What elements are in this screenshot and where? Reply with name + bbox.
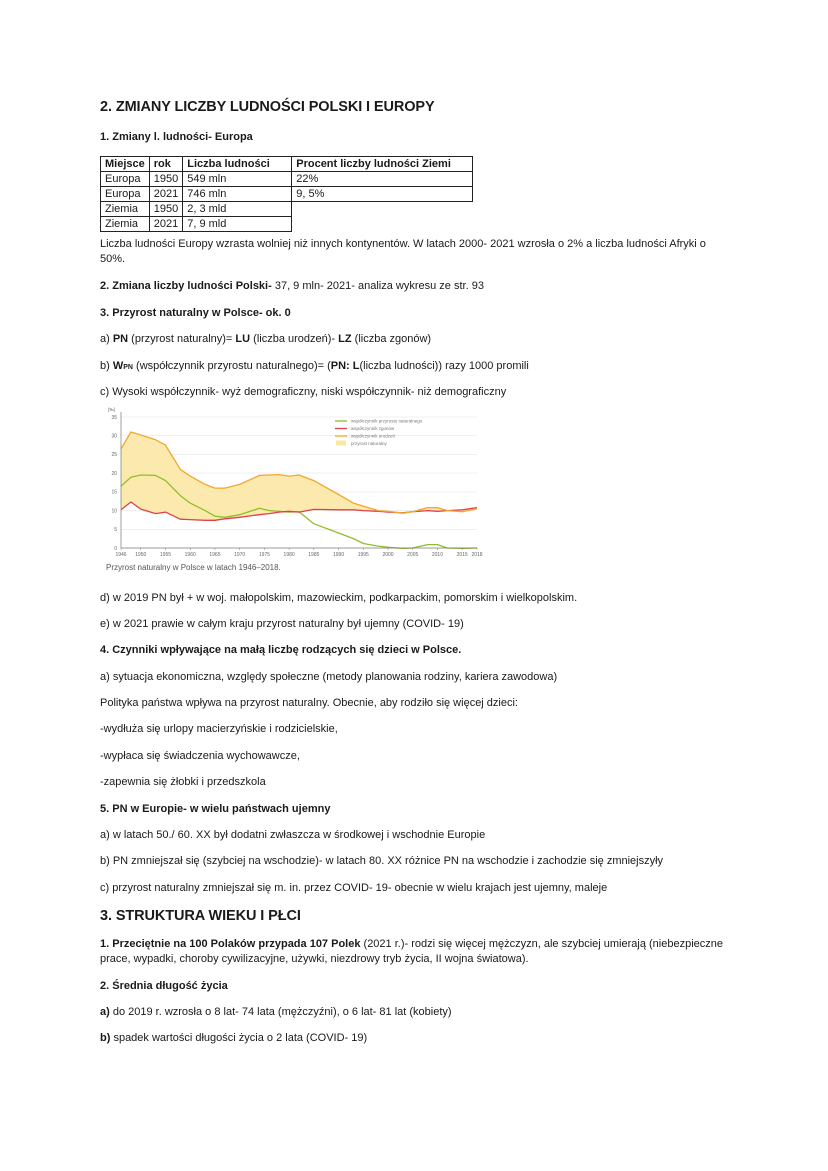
item-e: e) w 2021 prawie w całym kraju przyrost naturalny był ujemny (COVID- 19) [100, 618, 464, 630]
y-tick-labels [111, 415, 117, 552]
table-cell: 9, 5% [292, 187, 473, 202]
term-text: (liczba urodzeń)- [250, 333, 339, 345]
policy-list-item: -wydłuża się urlopy macierzyńskie i rodzicielskie, [100, 723, 338, 735]
svg-text:1980: 1980 [283, 552, 295, 558]
svg-text:35: 35 [111, 414, 117, 421]
section-3-title: 3. STRUKTURA WIEKU I PŁCI [100, 908, 301, 924]
svg-text:2015: 2015 [456, 552, 468, 558]
poland-population-value: 37, 9 mln- 2021- analiza wykresu ze str. 93 [271, 280, 484, 292]
sex-ratio-text: (2021 r.)- rodzi się więcej mężczyzn, ale szybciej umierają (niebezpieczne prace, wypadki, choroby cywilizacyjne, używki, niezdrowy tryb życia, II wojna światowa). [100, 938, 724, 965]
table-cell: 1950 [149, 172, 182, 187]
svg-text:2010: 2010 [431, 552, 444, 558]
population-table [100, 156, 473, 232]
term-text: (przyrost naturalny)= [128, 333, 236, 345]
table-cell: 549 mln [183, 172, 292, 187]
item-prefix: a) [100, 333, 113, 345]
svg-text:0: 0 [114, 545, 117, 552]
europe-item-b: b) PN zmniejszał się (szybciej na wschodzie)- w latach 80. XX różnice PN na wschodzie i zachodzie się zmniejszyły [100, 855, 664, 867]
europe-growth-paragraph: Liczba ludności Europy wzrasta wolniej niż innych kontynentów. W latach 2000- 2021 wzrosła o 2% a liczba ludności Afryki o 50%. [100, 238, 706, 265]
wpn-formula-line [100, 360, 529, 372]
svg-text:1995: 1995 [357, 552, 369, 558]
table-row [101, 202, 473, 217]
table-cell: 2021 [149, 187, 182, 202]
table-cell: 2, 3 mld [183, 202, 292, 217]
svg-text:1975: 1975 [258, 552, 270, 558]
svg-text:1950: 1950 [135, 552, 147, 558]
svg-text:1946: 1946 [115, 552, 127, 558]
svg-text:1970: 1970 [234, 552, 246, 558]
natural-increase-area [121, 432, 477, 520]
svg-text:10: 10 [111, 508, 117, 515]
life-expectancy-item-b [100, 1032, 367, 1044]
chart-svg [100, 402, 490, 577]
table-header-row [101, 157, 473, 172]
table-header-cell: rok [149, 157, 182, 172]
term-lz: LZ [338, 333, 352, 345]
svg-text:30: 30 [111, 433, 117, 440]
poland-population-line [100, 280, 484, 292]
svg-text:2018: 2018 [471, 552, 483, 558]
subsection-2-4-title: 4. Czynniki wpływające na małą liczbę rodzących się dzieci w Polsce. [100, 644, 462, 656]
table-cell: Ziemia [101, 217, 150, 232]
term-text: (liczba zgonów) [351, 333, 432, 345]
table-cell-empty [292, 217, 473, 232]
chart-plot-area [121, 432, 477, 548]
legend-label: współczynnik zgonów [351, 426, 395, 432]
item-label: b) [100, 1032, 111, 1044]
term-w-subscript: PN [123, 364, 133, 371]
table-row [101, 172, 473, 187]
table-row [101, 187, 473, 202]
subsection-2-5-title: 5. PN w Europie- w wielu państwach ujemny [100, 803, 331, 815]
chart-caption: Przyrost naturalny w Polsce w latach 1946–2018. [106, 563, 281, 572]
svg-text:1960: 1960 [184, 552, 196, 558]
table-header-cell: Procent liczby ludności Ziemi [292, 157, 473, 172]
table-cell-empty [292, 202, 473, 217]
term-text: (liczba ludności)) razy 1000 promili [359, 360, 529, 372]
policy-list-item: -zapewnia się żłobki i przedszkola [100, 776, 266, 788]
table-cell: Ziemia [101, 202, 150, 217]
item-label: a) [100, 1006, 110, 1018]
y-axis-unit: [‰] [108, 407, 116, 412]
svg-text:1985: 1985 [308, 552, 320, 558]
svg-text:2000: 2000 [382, 552, 394, 558]
table-cell: 2021 [149, 217, 182, 232]
natural-increase-chart [100, 402, 490, 582]
term-pn: PN [112, 333, 129, 345]
term-w: W [112, 360, 124, 372]
table-cell: 7, 9 mld [183, 217, 292, 232]
legend-label: współczynnik przyrostu naturalnego [351, 418, 423, 424]
sex-ratio-label: 1. Przeciętnie na 100 Polaków przypada 107 Polek [100, 938, 361, 950]
chart-legend [335, 419, 423, 447]
x-tick-labels [114, 545, 483, 558]
table-row [101, 217, 473, 232]
svg-text:15: 15 [111, 489, 117, 496]
term-lu: LU [235, 333, 251, 345]
table-header-cell: Liczba ludności [183, 157, 292, 172]
item-prefix: b) [100, 360, 113, 372]
factors-item-a: a) sytuacja ekonomiczna, względy społeczne (metody planowania rodziny, kariera zawodowa) [100, 671, 558, 683]
table-header-cell: Miejsce [101, 157, 150, 172]
item-text: do 2019 r. wzrosła o 8 lat- 74 lata (mężczyźni), o 6 lat- 81 lat (kobiety) [109, 1006, 452, 1018]
table-cell: Europa [101, 187, 150, 202]
term-text: (współczynnik przyrostu naturalnego)= ( [132, 360, 331, 372]
pn-formula-line [100, 333, 431, 345]
life-expectancy-item-a [100, 1006, 452, 1018]
table-cell: 1950 [149, 202, 182, 217]
section-2-title: 2. ZMIANY LICZBY LUDNOŚCI POLSKI I EUROPY [100, 99, 435, 115]
svg-text:1965: 1965 [209, 552, 221, 558]
svg-text:20: 20 [111, 470, 117, 477]
svg-text:2005: 2005 [407, 552, 419, 558]
subsection-3-2-title: 2. Średnia długość życia [100, 980, 228, 992]
item-text: spadek wartości długości życia o 2 lata (COVID- 19) [110, 1032, 368, 1044]
item-d: d) w 2019 PN był + w woj. małopolskim, mazowieckim, podkarpackim, pomorskim i wielkopolskim. [100, 592, 578, 604]
coefficient-note: c) Wysoki współczynnik- wyż demograficzny, niski współczynnik- niż demograficzny [100, 386, 507, 398]
table-cell: 22% [292, 172, 473, 187]
policy-list-item: -wypłaca się świadczenia wychowawcze, [100, 750, 300, 762]
subsection-2-3-title: 3. Przyrost naturalny w Polsce- ok. 0 [100, 307, 291, 319]
table-cell: Europa [101, 172, 150, 187]
svg-text:1990: 1990 [332, 552, 345, 558]
svg-text:5: 5 [114, 527, 117, 534]
sex-ratio-paragraph [100, 937, 730, 967]
legend-label: współczynnik urodzeń [351, 433, 396, 439]
legend-label: przyrost naturalny [351, 441, 387, 447]
subsection-2-1-title: 1. Zmiany l. ludności- Europa [100, 131, 253, 143]
svg-text:25: 25 [111, 452, 117, 459]
europe-item-a: a) w latach 50./ 60. XX był dodatni zwłaszcza w środkowej i wschodnie Europie [100, 829, 486, 841]
policy-paragraph: Polityka państwa wpływa na przyrost naturalny. Obecnie, aby rodziło się więcej dzieci: [100, 697, 518, 709]
term-pn-l: PN: L [330, 360, 360, 372]
svg-text:1955: 1955 [159, 552, 172, 558]
europe-item-c: c) przyrost naturalny zmniejszał się m. in. przez COVID- 19- obecnie w wielu krajach jest ujemny, maleje [100, 882, 608, 894]
poland-population-label: 2. Zmiana liczby ludności Polski- [100, 280, 272, 292]
table-cell: 746 mln [183, 187, 292, 202]
